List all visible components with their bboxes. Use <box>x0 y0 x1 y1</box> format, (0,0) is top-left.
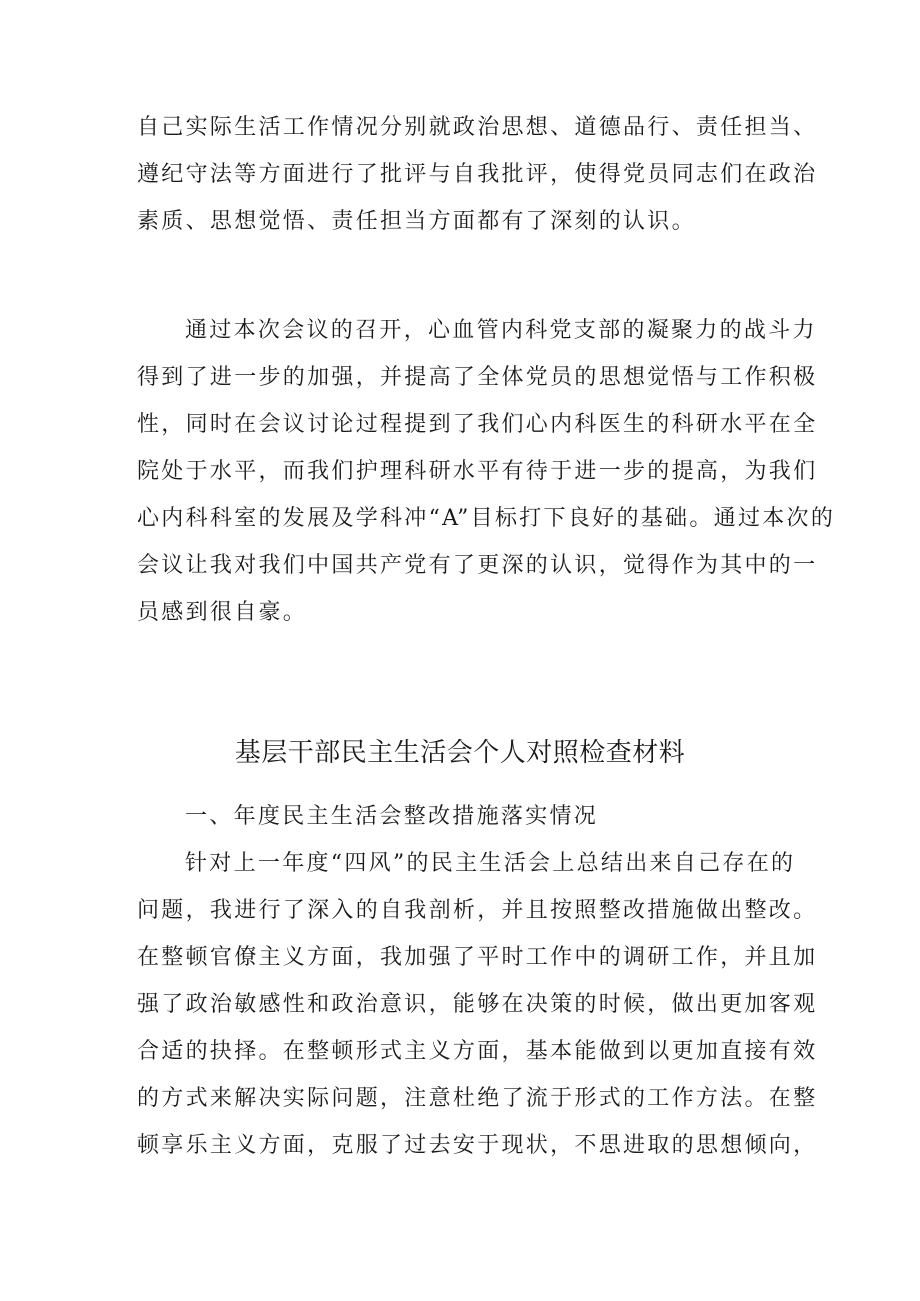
text-line: 问题，我进行了深入的自我剖析，并且按照整改措施做出整改。 <box>137 898 818 923</box>
text-line: 院处于水平，而我们护理科研水平有待于进一步的提高，为我们 <box>137 459 818 484</box>
text-line: 的方式来解决实际问题，注意杜绝了流于形式的工作方法。在整 <box>137 1086 818 1111</box>
text-line: 自己实际生活工作情况分别就政治思想、道德品行、责任担当、 <box>137 115 818 140</box>
text-line: 遵纪守法等方面进行了批评与自我批评，使得党员同志们在政治 <box>137 162 818 187</box>
text-line: 在整顿官僚主义方面，我加强了平时工作中的调研工作，并且加 <box>137 945 818 970</box>
text-line: 顿享乐主义方面，克服了过去安于现状，不思进取的思想倾向， <box>137 1133 818 1158</box>
text-line: 性，同时在会议讨论过程提到了我们心内科医生的科研水平在全 <box>137 412 818 437</box>
section-rectification <box>137 793 818 1169</box>
text-line: 心内科科室的发展及学科冲“A”目标打下良好的基础。通过本次的 <box>137 506 836 531</box>
text-line: 会议让我对我们中国共产党有了更深的认识，觉得作为其中的一 <box>137 553 818 578</box>
text-line: 通过本次会议的召开，心血管内科党支部的凝聚力的战斗力 <box>185 318 817 343</box>
text-line: 强了政治敏感性和政治意识，能够在决策的时候，做出更加客观 <box>137 992 818 1017</box>
document-title: 基层干部民主生活会个人对照检查材料 <box>234 738 686 768</box>
paragraph-meeting-summary <box>137 307 836 636</box>
text-line: 素质、思想觉悟、责任担当方面都有了深刻的认识。 <box>137 209 696 234</box>
text-line: 得到了进一步的加强，并提高了全体党员的思想觉悟与工作积极 <box>137 365 818 390</box>
section-heading: 一、年度民主生活会整改措施落实情况 <box>185 804 599 829</box>
text-line: 合适的抉择。在整顿形式主义方面，基本能做到以更加直接有效 <box>137 1039 818 1064</box>
text-line: 员感到很自豪。 <box>137 600 308 625</box>
paragraph-continuation <box>137 104 818 245</box>
text-line: 针对上一年度“四风”的民主生活会上总结出来自己存在的 <box>185 851 796 876</box>
